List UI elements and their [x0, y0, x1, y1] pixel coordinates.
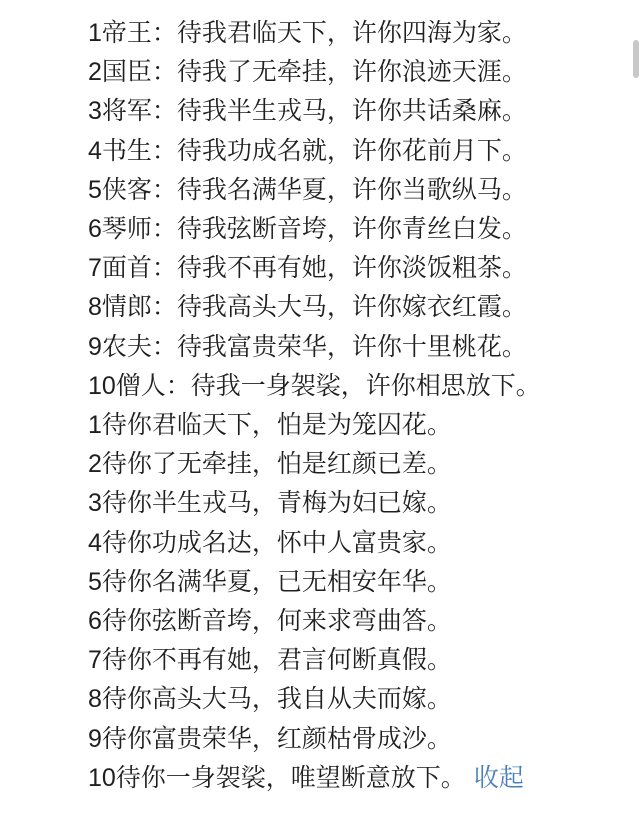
text-line: 5侠客：待我名满华夏，许你当歌纵马。 [88, 175, 527, 204]
text-line: 5待你名满华夏，已无相安年华。 [88, 567, 452, 596]
text-line: 9农夫：待我富贵荣华，许你十里桃花。 [88, 332, 527, 361]
collapse-link[interactable]: 收起 [473, 763, 524, 792]
text-line: 2待你了无牵挂，怕是红颜已差。 [88, 450, 452, 479]
text-line: 4书生：待我功成名就，许你花前月下。 [88, 136, 527, 165]
text-line-last-content: 10待你一身袈裟，唯望断意放下。 [88, 763, 466, 792]
text-line: 2国臣：待我了无牵挂，许你浪迹天涯。 [88, 58, 527, 87]
text-line: 1待你君临天下，怕是为笼囚花。 [88, 411, 452, 440]
text-line: 3将军：待我半生戎马，许你共话桑麻。 [88, 97, 527, 126]
text-line-last [88, 759, 622, 798]
text-line: 10僧人：待我一身袈裟，许你相思放下。 [88, 371, 541, 400]
text-line: 9待你富贵荣华，红颜枯骨成沙。 [88, 724, 452, 753]
text-line: 8待你高头大马，我自从夫而嫁。 [88, 685, 452, 714]
text-line: 6待你弦断音垮，何来求弯曲答。 [88, 607, 452, 636]
scrollbar-thumb[interactable] [633, 40, 639, 78]
text-line: 7待你不再有她，君言何断真假。 [88, 646, 452, 675]
text-line: 8情郎：待我高头大马，许你嫁衣红霞。 [88, 293, 527, 322]
text-line: 3待你半生戎马，青梅为妇已嫁。 [88, 489, 452, 518]
text-line: 7面首：待我不再有她，许你淡饭粗茶。 [88, 254, 527, 283]
scrollbar-track[interactable] [632, 0, 640, 828]
text-line: 4待你功成名达，怀中人富贵家。 [88, 528, 452, 557]
text-line: 6琴师：待我弦断音垮，许你青丝白发。 [88, 215, 527, 244]
text-line: 1帝王：待我君临天下，许你四海为家。 [88, 19, 527, 47]
